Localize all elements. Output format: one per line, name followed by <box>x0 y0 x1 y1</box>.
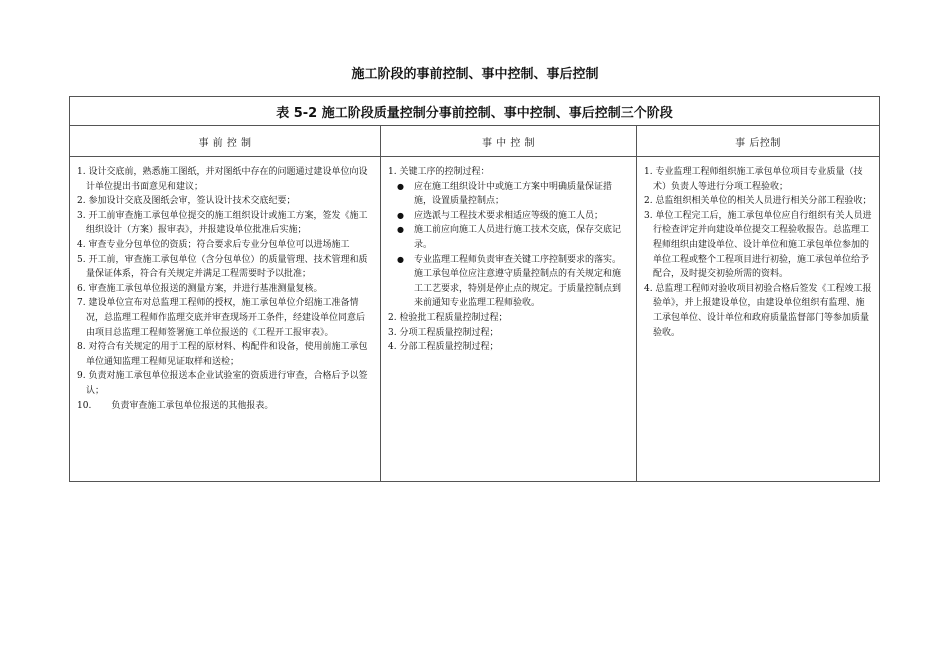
list-item: 1. 设计交底前，熟悉施工图纸，并对图纸中存在的问题通过建设单位向设计单位提出书面意见和建议； <box>77 167 368 192</box>
list-item: 8. 对符合有关规定的用于工程的原材料、构配件和设备，使用前施工承包单位通知监理工程师见证取样和送检； <box>77 342 368 367</box>
header-during-control: 事 中 控 制 <box>381 126 637 157</box>
bullet-item <box>388 209 629 224</box>
bullet-text: 应在施工组织设计中或施工方案中明确质量保证措施，设置质量控制点； <box>414 181 613 207</box>
bullet-icon: ● <box>397 225 404 235</box>
bullet-text: 应选派与工程技术要求相适应等级的施工人员； <box>414 210 604 221</box>
list-item: 4. 审查专业分包单位的资质；符合要求后专业分包单位可以进场施工 <box>77 239 350 250</box>
bullet-text: 专业监理工程师负责审查关键工序控制要求的落实。施工承包单位应注意遵守质量控制点的有关规定和施工工艺要求，特别是停止点的规定。于质量控制点到来前通知专业监理工程师验收。 <box>414 254 622 309</box>
during-control-cell <box>381 157 637 482</box>
bullet-item <box>388 180 629 209</box>
bullet-icon: ● <box>397 210 404 220</box>
list-item: 10. 负责审查施工承包单位报送的其他报表。 <box>77 400 274 411</box>
list-item: 1. 关键工序的控制过程： <box>388 167 490 177</box>
list-item: 7. 建设单位宣布对总监理工程师的授权，施工承包单位介绍施工准备情况，总监理工程师作监理交底并审查现场开工条件，经建设单位同意后由项目总监理工程师签署施工单位报送的《工程开工报审表》。 <box>77 298 366 338</box>
list-item: 1. 专业监理工程师组织施工承包单位项目专业质量（技术）负责人等进行分项工程验收； <box>644 167 863 192</box>
bullet-icon: ● <box>397 254 404 264</box>
bullet-item <box>388 253 629 311</box>
list-item: 2. 总监组织相关单位的相关人员进行相关分部工程验收； <box>644 196 872 207</box>
list-item: 3. 分项工程质量控制过程； <box>388 327 499 338</box>
list-item: 4. 分部工程质量控制过程； <box>388 342 499 353</box>
table-caption: 表 5-2 施工阶段质量控制分事前控制、事中控制、事后控制三个阶段 <box>70 97 880 126</box>
bullet-text: 施工前应向施工人员进行施工技术交底，保存交底记录。 <box>414 225 622 250</box>
after-control-cell <box>637 157 880 482</box>
list-item: 2. 参加设计交底及图纸会审，签认设计技术交底纪要； <box>77 196 296 207</box>
page-title: 施工阶段的事前控制、事中控制、事后控制 <box>351 67 599 82</box>
list-item: 9. 负责对施工承包单位报送本企业试验室的资质进行审查，合格后予以签认； <box>77 371 368 396</box>
before-control-cell <box>70 157 381 482</box>
header-after-control: 事 后控制 <box>637 126 880 157</box>
list-item: 3. 单位工程完工后，施工承包单位应自行组织有关人员进行检查评定并向建设单位提交工程验收报告。总监理工程师组织由建设单位、设计单位和施工承包单位参加的单位工程或整个工程项目进行初验，施工承包单位给予配合，及时提交初验所需的资料。 <box>644 210 872 280</box>
list-item: 5. 开工前，审查施工承包单位（含分包单位）的质量管理、技术管理和质量保证体系，符合有关规定并满足工程需要时予以批准； <box>77 254 368 280</box>
list-item: 6. 审查施工承包单位报送的测量方案，并进行基准测量复核。 <box>77 283 323 294</box>
list-item: 4. 总监理工程师对验收项目初验合格后签发《工程竣工报验单》，并上报建设单位，由建设单位组织有监理、施工承包单位、设计单位和政府质量监督部门等参加质量验收。 <box>644 283 872 338</box>
quality-control-table <box>69 96 880 482</box>
bullet-item <box>388 223 629 252</box>
list-item: 2. 检验批工程质量控制过程； <box>388 312 508 323</box>
header-before-control: 事 前 控 制 <box>70 126 381 157</box>
bullet-icon: ● <box>397 181 404 191</box>
list-item: 3. 开工前审查施工承包单位提交的施工组织设计或施工方案，签发《施工组织设计（方案）报审表》，并报建设单位批准后实施； <box>77 210 368 236</box>
